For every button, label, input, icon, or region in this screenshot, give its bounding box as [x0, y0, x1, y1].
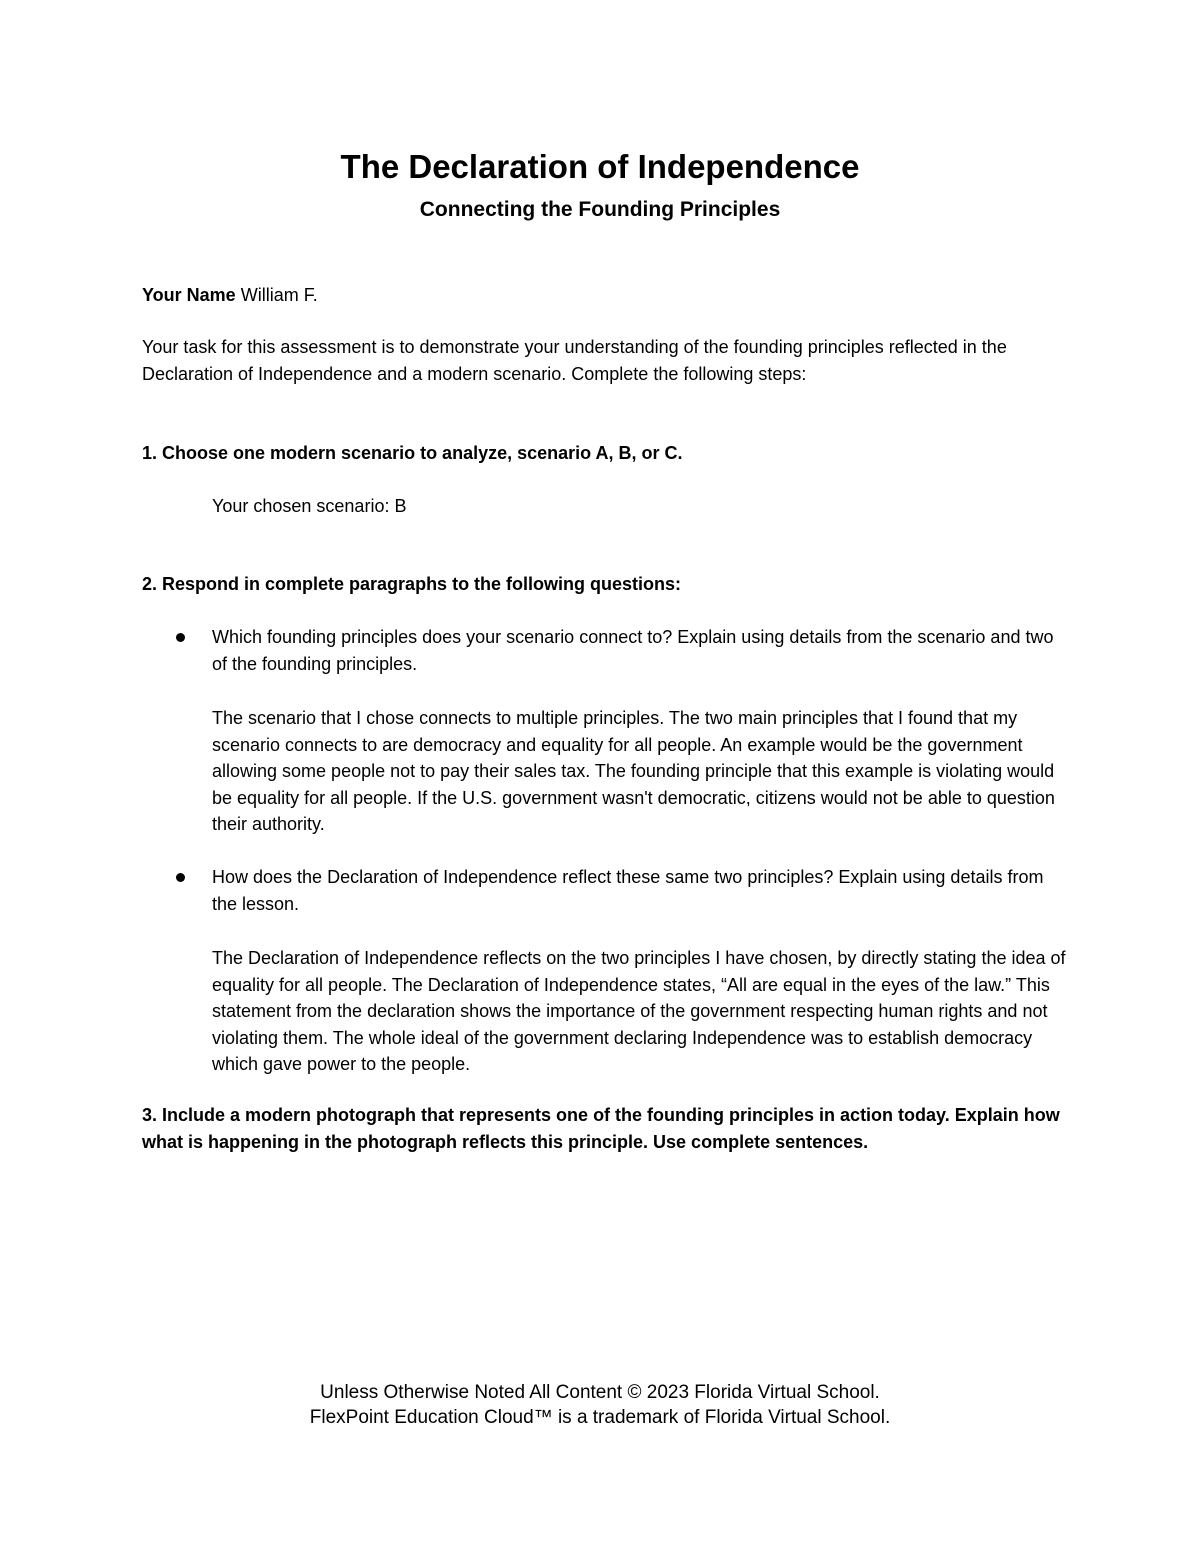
document-title: The Declaration of Independence [340, 148, 860, 185]
name-label: Your Name [142, 285, 236, 305]
name-value: William F. [240, 285, 318, 305]
document-subtitle: Connecting the Founding Principles [419, 198, 781, 221]
footer-line-1: Unless Otherwise Noted All Content © 2023 Florida Virtual School. [320, 1382, 880, 1403]
bullet-icon [176, 873, 185, 882]
student-name-line [142, 282, 1062, 309]
step-2-heading: 2. Respond in complete paragraphs to the following questions: [142, 574, 682, 594]
answer-1: The scenario that I chose connects to multiple principles. The two main principles that I found that my scenario connects to are democracy and equality for all people. An example would be the government allowing some people not to pay their sales tax. The founding principle that this example is violating would be equality for all people. If the U.S. government wasn't democratic, citizens would not be able to question their authority. [212, 708, 1055, 834]
step-3-heading: 3. Include a modern photograph that represents one of the founding principles in action today. Explain how what is happening in the photograph reflects this principle. Use complete sentences. [142, 1105, 1060, 1152]
question-2: How does the Declaration of Independence reflect these same two principles? Explain using details from the lesson. [212, 867, 1044, 914]
bullet-icon [176, 633, 185, 642]
answer-2: The Declaration of Independence reflects on the two principles I have chosen, by directly stating the idea of equality for all people. The Declaration of Independence states, “All are equal in the eyes of the law.” This statement from the declaration shows the importance of the government respecting human rights and not violating them. The whole ideal of the government declaring Independence was to establish democracy which gave power to the people. [212, 948, 1066, 1074]
footer-line-2: FlexPoint Education Cloud™ is a trademark of Florida Virtual School. [309, 1407, 891, 1428]
task-instructions: Your task for this assessment is to demonstrate your understanding of the founding principles reflected in the Declaration of Independence and a modern scenario. Complete the following steps: [142, 337, 1007, 384]
question-1: Which founding principles does your scenario connect to? Explain using details from the scenario and two of the founding principles. [212, 627, 1054, 674]
chosen-scenario: Your chosen scenario: B [212, 496, 407, 516]
copyright-footer [0, 1380, 1200, 1430]
step-1-heading: 1. Choose one modern scenario to analyze, scenario A, B, or C. [142, 443, 683, 463]
